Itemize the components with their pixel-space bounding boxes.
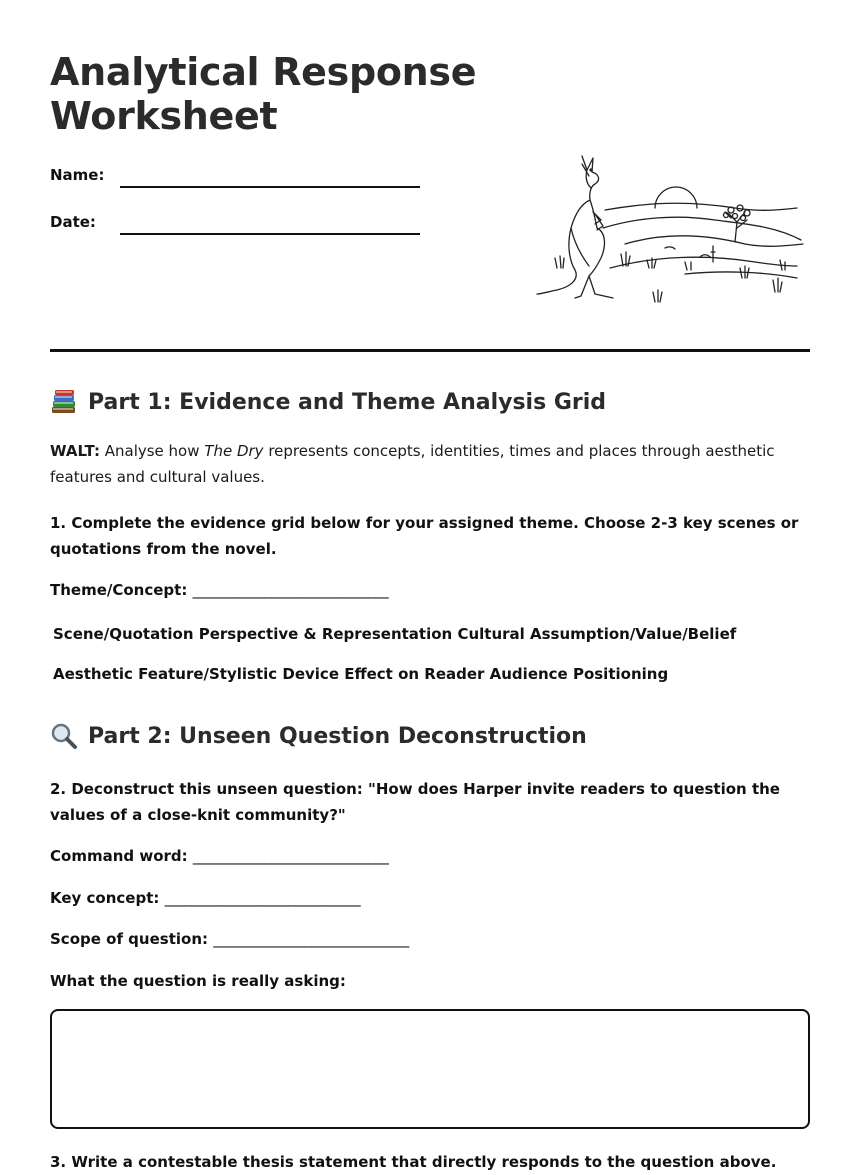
walt-label: WALT: <box>50 442 100 460</box>
page-title: Analytical Response Worksheet <box>50 50 477 138</box>
date-label: Date: <box>50 213 96 231</box>
key-concept-label: Key concept: <box>50 889 160 907</box>
scope-line <box>50 926 810 952</box>
key-concept-blank[interactable]: ______________________________ <box>164 889 360 907</box>
part1-heading <box>50 388 606 416</box>
kangaroo-landscape-illustration <box>535 148 805 310</box>
books-icon <box>50 388 78 416</box>
walt-text-before: Analyse how <box>99 442 205 460</box>
command-word-label: Command word: <box>50 847 188 865</box>
theme-concept-line <box>50 577 810 603</box>
question-3: 3. Write a contestable thesis statement that directly responds to the question above. <box>50 1153 777 1171</box>
part1-heading-text: Part 1: Evidence and Theme Analysis Grid <box>88 389 607 415</box>
grid-header-row-2: Aesthetic Feature/Stylistic Device Effect on Reader Audience Positioning <box>53 665 669 683</box>
name-field[interactable] <box>120 186 420 188</box>
scope-blank[interactable]: ______________________________ <box>213 930 409 948</box>
theme-concept-blank[interactable]: ______________________________ <box>192 581 388 599</box>
walt-text-after: represents concepts, identities, times and places through aesthetic features and cultural values. <box>50 442 775 486</box>
question-1: 1. Complete the evidence grid below for your assigned theme. Choose 2-3 key scenes or quotations from the novel. <box>50 514 799 558</box>
command-word-line <box>50 843 810 869</box>
novel-title: The Dry <box>204 442 264 460</box>
question-asking-answer-box[interactable] <box>50 1009 810 1129</box>
scope-label: Scope of question: <box>50 930 208 948</box>
question-2: 2. Deconstruct this unseen question: "How does Harper invite readers to question the values of a close-knit community?" <box>50 780 780 824</box>
part2-heading <box>50 722 587 750</box>
question-asking-label: What the question is really asking: <box>50 972 346 990</box>
theme-concept-label: Theme/Concept: <box>50 581 188 599</box>
name-label: Name: <box>50 166 105 184</box>
part2-heading-text: Part 2: Unseen Question Deconstruction <box>88 723 587 749</box>
walt-paragraph <box>50 438 810 490</box>
magnifying-glass-icon <box>50 722 78 750</box>
header-divider <box>50 349 810 352</box>
grid-header-row-1: Scene/Quotation Perspective & Representation Cultural Assumption/Value/Belief <box>53 625 737 643</box>
date-field[interactable] <box>120 233 420 235</box>
command-word-blank[interactable]: ______________________________ <box>192 847 388 865</box>
key-concept-line <box>50 885 810 911</box>
